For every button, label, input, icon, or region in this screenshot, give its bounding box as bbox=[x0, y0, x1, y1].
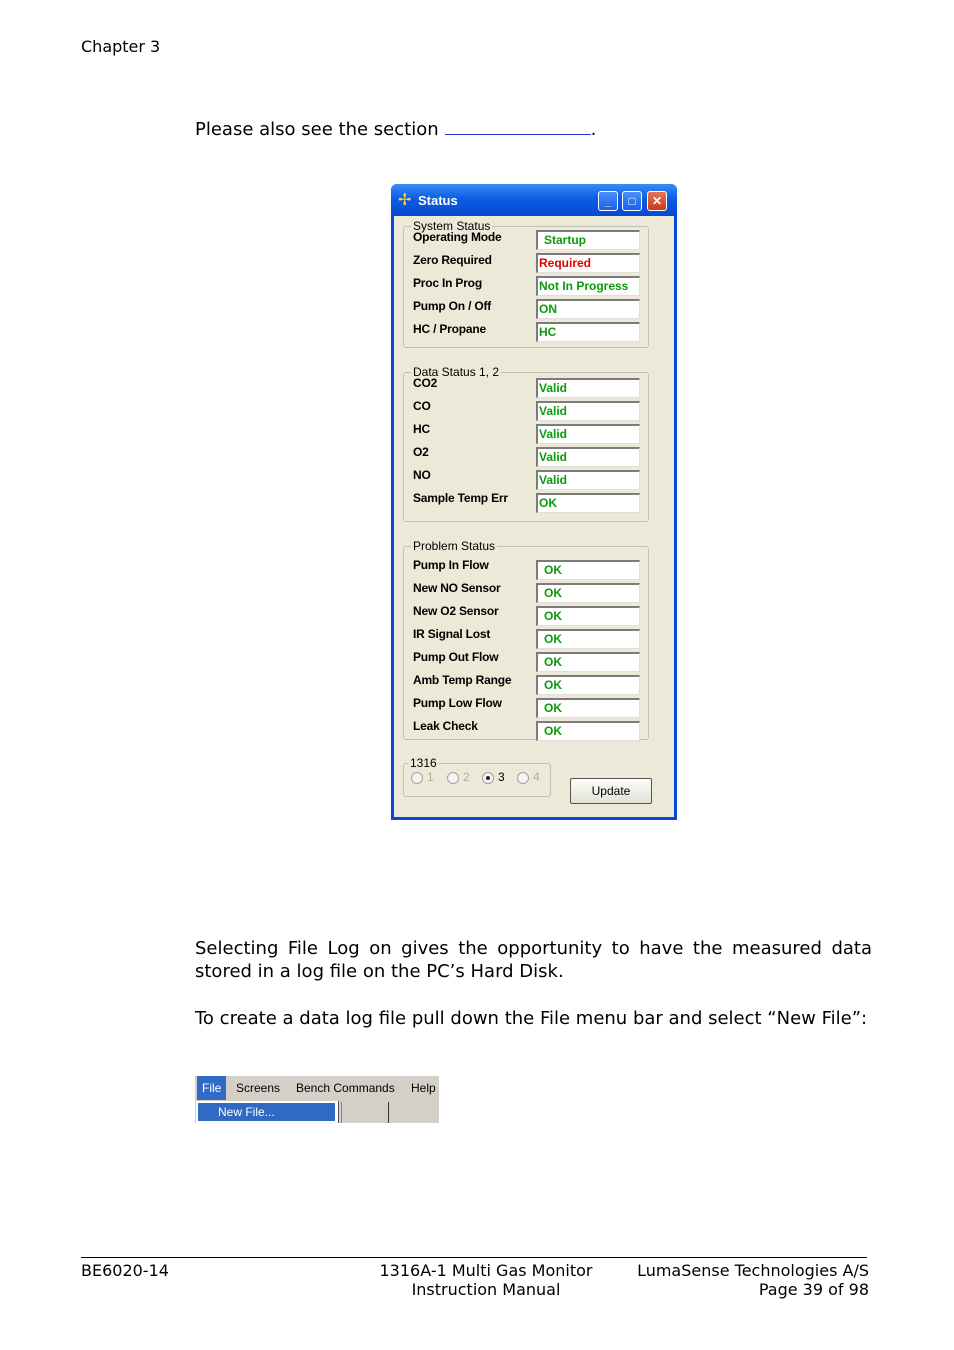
row-label: HC bbox=[413, 422, 430, 436]
new-o2-sensor-field: OK bbox=[536, 606, 640, 626]
radio-unit-3[interactable] bbox=[482, 772, 494, 784]
row-label: New NO Sensor bbox=[413, 581, 501, 595]
problem-status-group bbox=[403, 539, 649, 740]
chapter-header: Chapter 3 bbox=[81, 37, 161, 56]
hc-field: Valid bbox=[536, 424, 640, 444]
row-label: Zero Required bbox=[413, 253, 492, 267]
divider bbox=[388, 1102, 389, 1123]
footer-company: LumaSense Technologies A/S bbox=[637, 1261, 869, 1280]
menu-screenshot bbox=[195, 1076, 439, 1123]
title-bar[interactable] bbox=[391, 184, 677, 216]
co-field: Valid bbox=[536, 401, 640, 421]
unit-select-group bbox=[403, 756, 551, 797]
pump-in-flow-field: OK bbox=[536, 560, 640, 580]
radio-label-1: 1 bbox=[427, 770, 434, 784]
menu-screens[interactable]: Screens bbox=[236, 1081, 281, 1095]
pump-low-flow-field: OK bbox=[536, 698, 640, 718]
window-title: Status bbox=[418, 193, 458, 208]
hc-propane-field: HC bbox=[536, 322, 640, 342]
radio-unit-2[interactable] bbox=[447, 772, 459, 784]
row-label: Pump In Flow bbox=[413, 558, 489, 572]
footer-company-page bbox=[610, 1261, 869, 1299]
row-label: Operating Mode bbox=[413, 230, 502, 244]
row-label: Pump Low Flow bbox=[413, 696, 502, 710]
footer-product-line1: 1316A-1 Multi Gas Monitor bbox=[379, 1261, 593, 1280]
ir-signal-lost-field: OK bbox=[536, 629, 640, 649]
footer-doc-id: BE6020-14 bbox=[81, 1261, 169, 1280]
footer-page-number: Page 39 of 98 bbox=[758, 1280, 869, 1299]
system-status-title: System Status bbox=[413, 219, 491, 233]
intro-text: Please also see the section bbox=[195, 119, 439, 140]
zero-required-field: Required bbox=[536, 253, 640, 273]
radio-label-3: 3 bbox=[498, 770, 505, 784]
minimize-button[interactable]: _ bbox=[598, 191, 618, 211]
o2-field: Valid bbox=[536, 447, 640, 467]
row-label: New O2 Sensor bbox=[413, 604, 499, 618]
radio-unit-4[interactable] bbox=[517, 772, 529, 784]
menu-file[interactable]: File bbox=[197, 1076, 226, 1100]
leak-check-field: OK bbox=[536, 721, 640, 741]
data-status-group bbox=[403, 365, 649, 522]
close-button[interactable]: ✕ bbox=[647, 191, 667, 211]
system-status-group bbox=[403, 219, 649, 348]
pump-on-off-field: ON bbox=[536, 299, 640, 319]
problem-status-title: Problem Status bbox=[413, 539, 496, 553]
unit-group-title: 1316 bbox=[410, 756, 437, 770]
radio-label-2: 2 bbox=[463, 770, 470, 784]
row-label: NO bbox=[413, 468, 431, 482]
row-label: Leak Check bbox=[413, 719, 478, 733]
row-label: Proc In Prog bbox=[413, 276, 482, 290]
file-dropdown bbox=[196, 1101, 339, 1123]
section-link[interactable] bbox=[445, 116, 591, 135]
row-label: Pump Out Flow bbox=[413, 650, 499, 664]
menu-new-file[interactable]: New File... bbox=[198, 1103, 335, 1121]
app-icon: ✢ bbox=[398, 190, 412, 209]
intro-suffix: . bbox=[590, 119, 597, 140]
pump-out-flow-field: OK bbox=[536, 652, 640, 672]
footer-product bbox=[370, 1261, 602, 1299]
row-label: HC / Propane bbox=[413, 322, 486, 336]
no-field: Valid bbox=[536, 470, 640, 490]
footer-rule bbox=[81, 1257, 867, 1258]
row-label: CO2 bbox=[413, 376, 438, 390]
divider bbox=[341, 1102, 342, 1123]
window-client bbox=[394, 216, 674, 817]
row-label: Pump On / Off bbox=[413, 299, 492, 313]
co2-field: Valid bbox=[536, 378, 640, 398]
radio-unit-1[interactable] bbox=[411, 772, 423, 784]
menu-bench-commands[interactable]: Bench Commands bbox=[296, 1081, 395, 1095]
proc-in-prog-field: Not In Progress bbox=[536, 276, 640, 296]
menu-help[interactable]: Help bbox=[411, 1081, 436, 1095]
row-label: CO bbox=[413, 399, 431, 413]
new-file-paragraph: To create a data log file pull down the File menu bar and select “New File”: bbox=[195, 1008, 868, 1029]
menu-bar bbox=[195, 1076, 439, 1100]
row-label: O2 bbox=[413, 445, 429, 459]
data-status-title: Data Status 1, 2 bbox=[413, 365, 500, 379]
intro-paragraph bbox=[195, 116, 596, 140]
row-label: IR Signal Lost bbox=[413, 627, 491, 641]
row-label: Amb Temp Range bbox=[413, 673, 512, 687]
maximize-button[interactable]: □ bbox=[622, 191, 642, 211]
status-window bbox=[391, 184, 677, 820]
update-button[interactable]: Update bbox=[570, 778, 652, 804]
footer-product-line2: Instruction Manual bbox=[411, 1280, 561, 1299]
row-label: Sample Temp Err bbox=[413, 491, 508, 505]
sample-temp-err-field: OK bbox=[536, 493, 640, 513]
radio-label-4: 4 bbox=[533, 770, 540, 784]
new-no-sensor-field: OK bbox=[536, 583, 640, 603]
file-log-paragraph: Selecting File Log on gives the opportunity to have the measured data stored in a log file on the PC’s Hard Disk. bbox=[195, 938, 872, 982]
amb-temp-range-field: OK bbox=[536, 675, 640, 695]
operating-mode-field: Startup bbox=[536, 230, 640, 250]
